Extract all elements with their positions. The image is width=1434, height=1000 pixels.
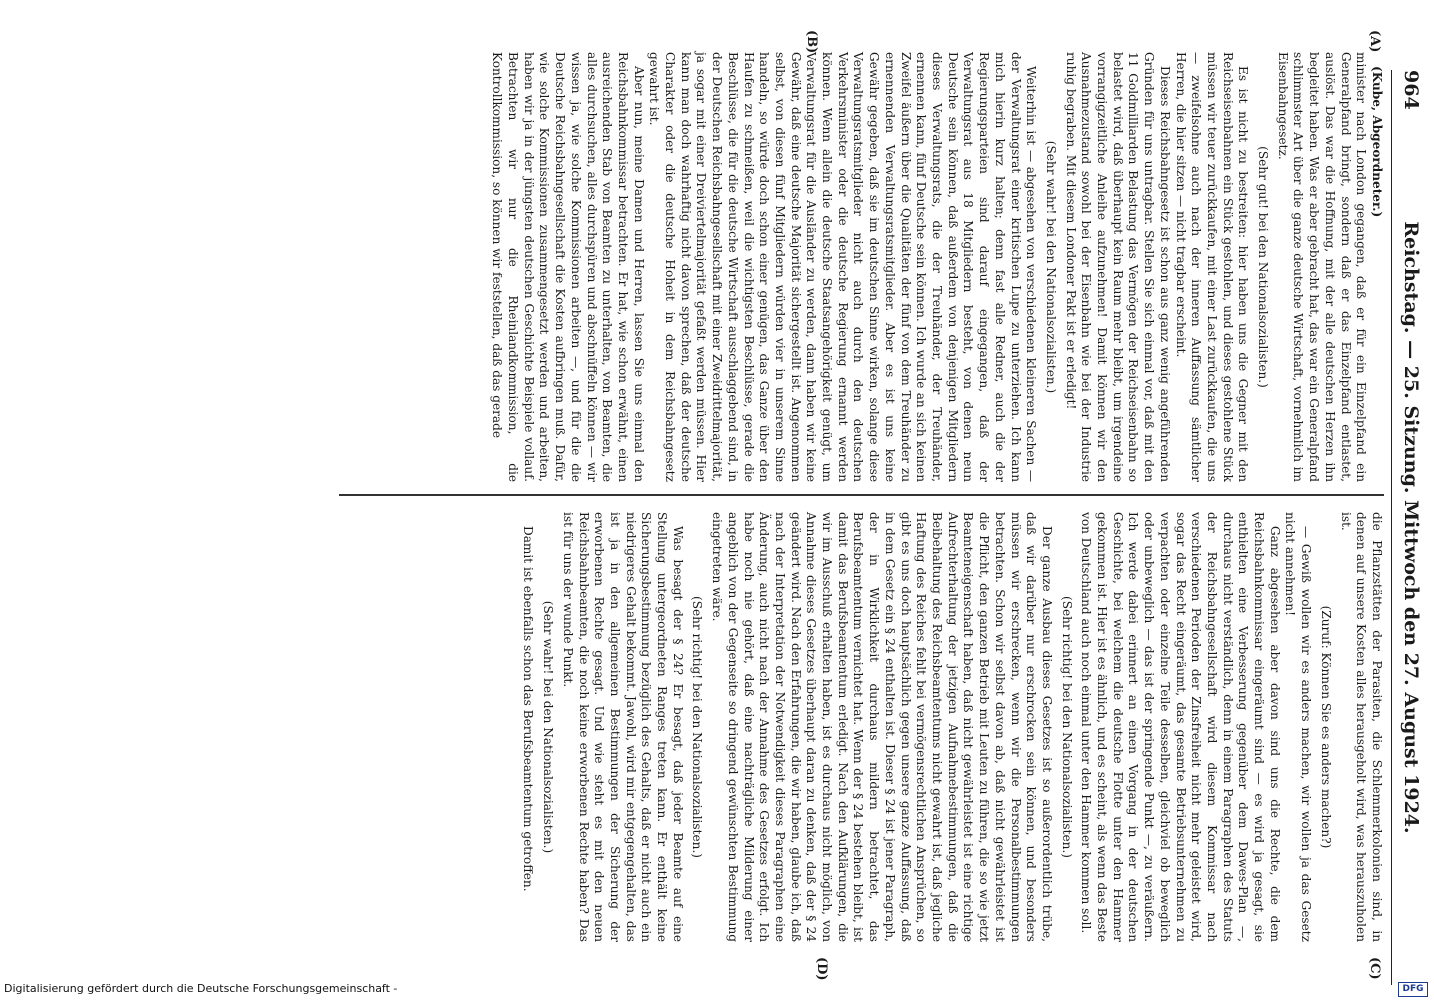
- interjection: (Sehr gut! bei den Nationalsozialisten.): [1256, 146, 1271, 388]
- margin-marker-d: (D): [814, 957, 829, 981]
- paragraph: Ganz abgesehen aber davon sind uns die Rechte, die dem Reichsbahnkommissar eingeräumt sind — es wird ja gesagt, sie enthielten eine Verbesserung gegenüber dem Dawes-Plan —, durchaus nicht verständlich, denn in einem Paragraphen des Statuts der Reichsbahngesellschaft wird diesem Kommissar nach verschiedenen Perioden der Zinsfreiheit nicht mehr geleistet wird, sogar das Recht eingeräumt, das gesamte Betriebsunternehmen zu verpachten oder einzelne Teile desselben, gleichviel ob beweglich oder unbeweglich — das ist der springende Punkt —, zu veräußern. Ich werde dabei erinnert an einen Vorgang in der deutschen Geschichte, bei welchem die deutsche Flotte unter den Hammer gekommen ist. Hier ist es ähnlich, und es scheint, als wenn das Beste von Deutschland auch noch einmal unter den Hammer kommen soll.: [1079, 512, 1282, 942]
- paragraph: minister nach London gegangen, daß er für ein Einzelpfand ein Generalpfand bringt, sondern daß er das Einzelpfand entlastet, auslöst. Das war die Hoffnung, mit der alle deutschen Herzen ihn begleitet haben. Was er aber gebracht hat, das war ein Generalpfand schlimmster Art über die ganze deutsche Wirtschaft, vornehmlich im Eisenbahngesetz.: [1275, 52, 1369, 482]
- digitization-credit: [0, 980, 1434, 1000]
- paragraph: — Gewiß wollen wir es anders machen, wir wollen ja das Gesetz nicht annehmen!: [1283, 512, 1314, 942]
- credit-text: Digitalisierung gefördert durch die Deutsche Forschungsgemeinschaft -: [4, 982, 398, 995]
- paragraph: die Pflanzstätten der Parasiten, die Schlemmerkolonien sind, in denen auf unsere Kosten alles herausgeholt wird, was herauszuholen ist.: [1338, 512, 1384, 942]
- interjection: (Sehr wahr! bei den Nationalsozialisten.): [1043, 140, 1058, 394]
- running-head: Reichstag. — 25. Sitzung. Mittwoch den 27. August 1924.: [1400, 221, 1422, 834]
- paragraph: Aber nun, meine Damen und Herren, lassen Sie uns einmal den Reichsbahnkommissar betrachten. Er hat, wie schon erwähnt, einen ausreichenden Stab von Beamten zu unterhalten, von Beamten, die alles durchsuchen, alles durchspüren und abschnüffeln können — wir wissen ja, wie solche Kommissionen arbeiten —, und für die die Deutsche Reichsbahngesellschaft die Kosten aufbringen muß. Dafür, wie solche Kommissionen zusammengesetzt werden und arbeiten, haben wir ja in der jüngsten deutschen Geschichte Beispiele vollauf. Betrachten wir nur die Rheinlandkommission, die Kontrollkommission, so können wir feststellen, daß das gerade: [490, 52, 646, 482]
- column-divider: [339, 494, 1384, 496]
- left-column: [489, 52, 1384, 482]
- margin-marker-b: (B): [804, 30, 819, 54]
- interjection: (Sehr wahr! bei den Nationalsozialisten.): [541, 600, 556, 854]
- interjection: (Sehr richtig! bei den Nationalsozialisten.): [690, 595, 705, 859]
- page-header: [1391, 70, 1428, 985]
- paragraph: Der ganze Ausbau dieses Gesetzes ist so außerordentlich trübe, daß wir darüber nur erschrocken sein können, und besonders müssen wir erschrecken, wenn wir die Personalbestimmungen betrachten. Schon wir selbst davon ab, daß nicht gewährleistet ist die Pflicht, den ganzen Betrieb mit Leuten zu führen, die so wie jetzt Beamteneigenschaft haben, daß nicht gewährleistet ist eine richtige Aufrechterhaltung der jetzigen Aufnahmebestimmungen, daß die Beibehaltung des Reichsbeamtentums nicht gewahrt ist, daß jegliche Haftung des Reiches fehlt bei vermögensrechtlichen Ansprüchen, so gibt es uns doch hauptsächlich gegen unsere ganze Auffassung, daß in dem Gesetz ein § 24 enthalten ist. Dieser § 24 ist jener Paragraph, der in Wirklichkeit durchaus mildern betrachtet, das Berufsbeamtentum vernichtet hat. Wenn der § 24 bestehen bleibt, ist damit das Berufsbeamtentum erledigt. Nach den Aufklärungen, die wir im Ausschuß erhalten haben, ist es durchaus nicht möglich, von Annahme dieses Gesetzes überhaupt daran zu denken, daß der § 24 geändert wird. Nach den Erfahrungen, die wir haben, glaube ich, daß nach der Interpretation der Notwendigkeit dieses Paragraphen eine Änderung, auch nicht nach der Annahme des Gesetzes erfolgt. Ich habe noch nie gehört, daß eine nachträgliche Milderung einer angeblich von der Gegenseite so dringend gewünschten Bestimmung eingetreten wäre.: [710, 512, 1054, 942]
- right-column: [520, 512, 1384, 942]
- paragraph: Dieses Reichsbahngesetz ist schon aus ganz wenig angeführenden Gründen für uns untragbar. Stellen Sie sich einmal vor, daß mit den 11 Goldmilliarden Belastung das Vermögen der Reichseisenbahn so belastet wird, daß überhaupt kein Raum mehr bleibt, um irgendeine vorrangigzeitliche Anleihe aufzunehmen! Damit können wir den Ausnahmezustand sowohl bei der Eisenbahn wie bei der Industrie ruhig begraben. Mit diesem Londoner Pakt ist er erledigt!: [1063, 52, 1172, 482]
- interjection: (Zuruf: Können Sie es anders machen?): [1318, 605, 1333, 849]
- paragraph: Damit ist ebenfalls schon das Berufsbeamtentum getroffen.: [521, 526, 536, 892]
- margin-marker-c: (C): [1367, 957, 1382, 980]
- paragraph: Es ist nicht zu bestreiten: hier haben uns die Gegner mit den Reichseisenbahnen ein Stück gestohlen, und dieses gestohlene Stück müssen wir teuer zurückkaufen, mit einer Last zurückkaufen, die uns — zweifelsohne auch nach der inneren Auffassung sämtlicher Herren, die hier sitzen — nicht tragbar erscheint.: [1173, 52, 1251, 482]
- interjection: (Sehr richtig! bei den Nationalsozialisten.): [1059, 595, 1074, 859]
- paragraph: Weiterhin ist — abgesehen von verschiedenen kleineren Sachen — der Verwaltungsrat einer kritischen Lupe zu unterziehen. Ich kann mich hierin kurz halten; denn fast alle Redner, auch die der Regierungsparteien sind darauf eingegangen, daß der Verwaltungsrat aus 18 Mitgliedern besteht, von denen neun Deutsche sein können, daß außerdem von denjenigen Mitgliedern dieses Verwaltungsrats, die der Treuhänder, der Treuhänder, ernennen kann, fünf Deutsche sein können. Ich wurde an sich keinen Zweifel äußern über die Qualitäten der fünf von dem Treuhänder zu ernennenden Verwaltungsratsmitglieder. Aber es ist uns keine Gewähr gegeben, daß sie im deutschen Sinne wirken, solange diese Verwaltungsratsmitglieder nicht auch durch den deutschen Verkehrsminister oder die deutsche Regierung ernannt werden können. Wenn allein die deutsche Staatsangehörigkeit genügt, um Verwaltungsrat für die Ausländer zu werden, dann haben wir keine Gewähr, daß eine deutsche Majorität sichergestellt ist. Angenommen selbst, von diesen fünf Mitgliedern würden vier in unserem Sinne handeln, so würde doch schon einer genügen, das Ganze über den Haufen zu schmeißen, weil die wichtigsten Beschlüsse, gerade die Beschlüsse, die für die deutsche Wirtschaft ausschlaggebend sind, in der Deutschen Reichsbahngesellschaft mit einer Zweidrittelmajorität, ja sogar mit einer Dreiviertelmajorität gefaßt werden müssen. Hier kann man doch wahrhaftig nicht davon sprechen, daß der deutsche Charakter oder die deutsche Hoheit in dem Reichsbahngesetz gewahrt ist.: [647, 52, 1039, 482]
- margin-marker-a: (A): [1367, 30, 1382, 53]
- dfg-logo-icon: DFG: [1398, 982, 1428, 997]
- paragraph: Was besagt der § 24? Er besagt, daß jeder Beamte auf eine Stellung untergeordneten Ranges treten kann. Er enthält keine Sicherungsbestimmung bezüglich des Gehalts, daß er nicht auch ein niedrigeres Gehalt bekommt. Jawohl, wird mir entgegengehalten, das ist ja in den allgemeinen Bestimmungen der Sicherung der erworbenen Rechte gesagt. Und wie steht es mit den neuen Reichsbahnbeamten, die noch keine erworbenen Rechte haben? Das ist für uns der wunde Punkt.: [560, 512, 685, 942]
- speaker-label: (Kube, Abgeordneter.): [1370, 66, 1384, 218]
- page-number: 964: [1400, 70, 1422, 110]
